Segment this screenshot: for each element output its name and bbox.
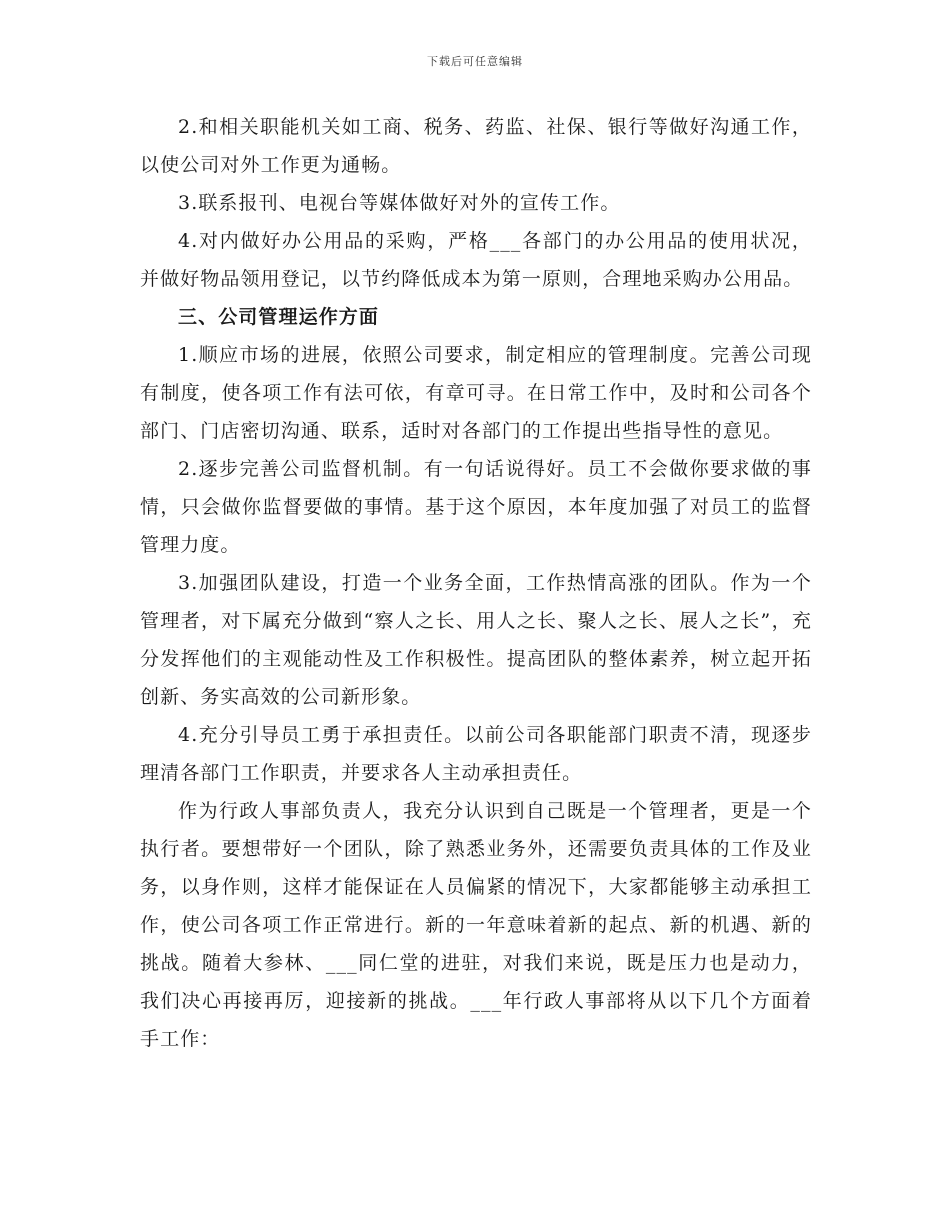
- document-body: [140, 108, 812, 1058]
- paragraph-summary: 作为行政人事部负责人，我充分认识到自己既是一个管理者，更是一个执行者。要想带好一个团队，除了熟悉业务外，还需要负责具体的工作及业务，以身作则，这样才能保证在人员偏紧的情况下，大家都能够主动承担工作，使公司各项工作正常进行。新的一年意味着新的起点、新的机遇、新的挑战。随着大参林、___同仁堂的进驻，对我们来说，既是压力也是动力，我们决心再接再厉，迎接新的挑战。___年行政人事部将从以下几个方面着手工作：: [140, 800, 812, 1050]
- paragraph-4-office-supplies: 4.对内做好办公用品的采购，严格___各部门的办公用品的使用状况，并做好物品领用登记，以节约降低成本为第一原则，合理地采购办公用品。: [140, 230, 812, 290]
- paragraph-4-responsibility: 4.充分引导员工勇于承担责任。以前公司各职能部门职责不清，现逐步理清各部门工作职责，并要求各人主动承担责任。: [140, 724, 812, 784]
- paragraph-3-team-building: 3.加强团队建设，打造一个业务全面，工作热情高涨的团队。作为一个管理者，对下属充分做到“察人之长、用人之长、聚人之长、展人之长”，充分发挥他们的主观能动性及工作积极性。提高团队的整体素养，树立起开拓创新、务实高效的公司新形象。: [140, 572, 812, 708]
- page-header: 下载后可任意编辑: [427, 55, 523, 68]
- section-heading-management: 三、公司管理运作方面: [178, 306, 380, 328]
- paragraph-2-external-liaison: 2.和相关职能机关如工商、税务、药监、社保、银行等做好沟通工作，以使公司对外工作更为通畅。: [140, 116, 812, 176]
- paragraph-2-supervision: 2.逐步完善公司监督机制。有一句话说得好。员工不会做你要求做的事情，只会做你监督要做的事情。基于这个原因，本年度加强了对员工的监督管理力度。: [140, 458, 812, 556]
- paragraph-1-management-system: 1.顺应市场的进展，依照公司要求，制定相应的管理制度。完善公司现有制度，使各项工作有法可依，有章可寻。在日常工作中，及时和公司各个部门、门店密切沟通、联系，适时对各部门的工作提出些指导性的意见。: [140, 344, 812, 442]
- paragraph-3-media-publicity: 3.联系报刊、电视台等媒体做好对外的宣传工作。: [178, 192, 621, 214]
